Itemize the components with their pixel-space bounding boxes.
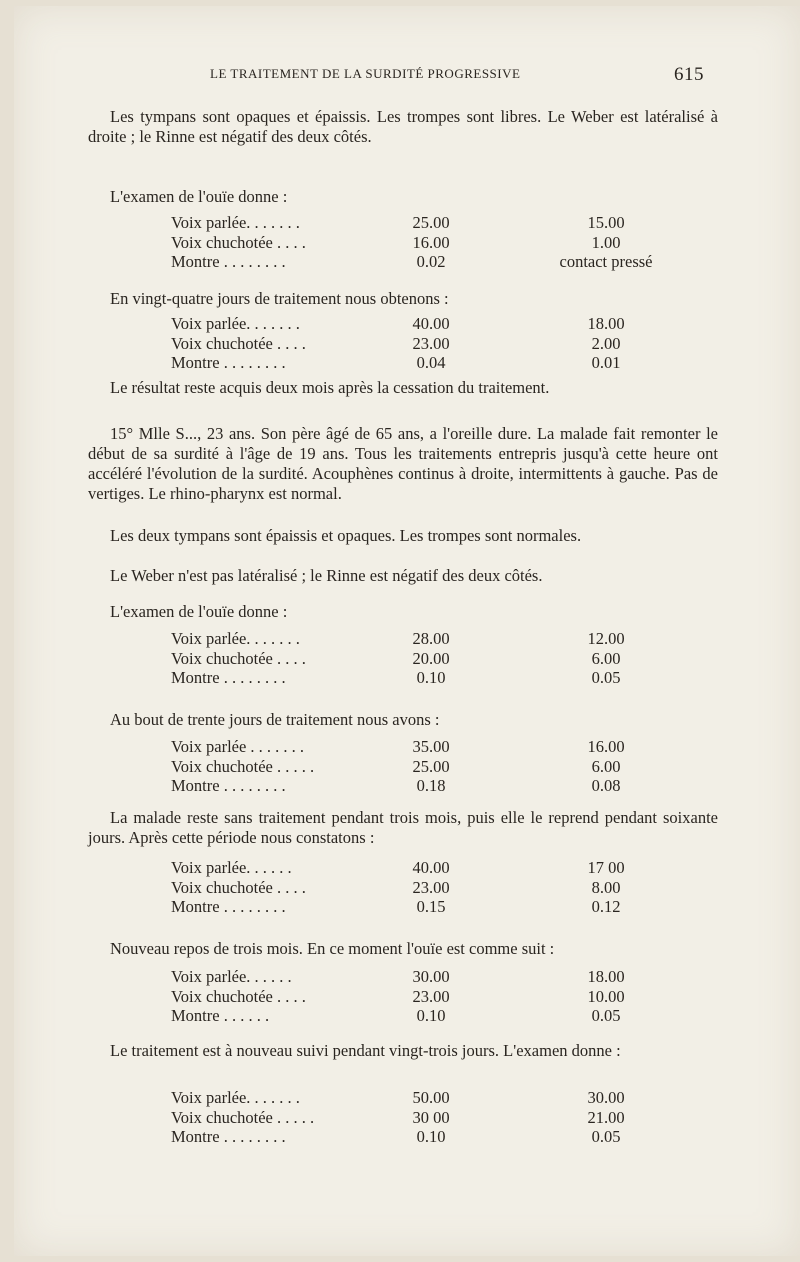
row-label: Voix chuchotée . . . . <box>171 232 306 252</box>
row-label: Voix parlée. . . . . . <box>171 858 292 877</box>
left-ear-value: 18.00 <box>587 967 625 986</box>
right-ear-value: 16.00 <box>412 232 450 252</box>
left-ear-value: 17 00 <box>587 858 625 877</box>
right-ear-value: 20.00 <box>412 648 450 668</box>
left-ear-value: 30.00 <box>587 1088 625 1107</box>
paragraph: L'examen de l'ouïe donne : <box>110 187 288 206</box>
hearing-table <box>171 1088 691 1147</box>
paragraph: Le traitement est à nouveau suivi pendant vingt-trois jours. L'examen donne : <box>110 1041 621 1060</box>
right-ear-value: 40.00 <box>412 314 450 333</box>
page-number: 615 <box>674 64 704 85</box>
table-row <box>171 314 691 334</box>
hearing-table <box>171 314 691 373</box>
row-label: Voix parlée. . . . . . . <box>171 213 300 232</box>
row-label: Voix chuchotée . . . . <box>171 333 306 353</box>
right-ear-value: 35.00 <box>412 737 450 756</box>
right-ear-value: 23.00 <box>412 986 450 1006</box>
left-ear-value: 1.00 <box>591 232 621 252</box>
right-ear-value: 25.00 <box>412 756 450 776</box>
row-label: Montre . . . . . . . . <box>171 897 286 916</box>
right-ear-value: 40.00 <box>412 858 450 877</box>
row-label: Voix chuchotée . . . . <box>171 648 306 668</box>
row-label: Voix parlée . . . . . . . <box>171 737 305 756</box>
table-row <box>171 1108 691 1128</box>
right-ear-value: 0.10 <box>416 1006 446 1025</box>
paragraph: Les deux tympans sont épaissis et opaques. Les trompes sont normales. <box>110 526 582 545</box>
table-row <box>171 649 691 669</box>
left-ear-value: 0.05 <box>591 1006 621 1025</box>
left-ear-value: 21.00 <box>587 1107 625 1127</box>
row-label: Voix chuchotée . . . . . <box>171 1107 315 1127</box>
table-row <box>171 334 691 354</box>
right-ear-value: 0.10 <box>416 668 446 687</box>
row-label: Montre . . . . . . . . <box>171 252 286 271</box>
row-label: Voix chuchotée . . . . <box>171 986 306 1006</box>
left-ear-value: 6.00 <box>591 648 621 668</box>
row-label: Voix parlée. . . . . . . <box>171 1088 300 1107</box>
right-ear-value: 25.00 <box>412 213 450 232</box>
right-ear-value: 30.00 <box>412 967 450 986</box>
right-ear-value: 0.02 <box>416 252 446 271</box>
left-ear-value: 15.00 <box>587 213 625 232</box>
table-row <box>171 858 691 878</box>
paragraph: La malade reste sans traitement pendant trois mois, puis elle le reprend pendant soixante jours. Après cette période nous constatons : <box>88 808 718 847</box>
left-ear-value: 0.08 <box>591 776 621 795</box>
paragraph: L'examen de l'ouïe donne : <box>110 602 288 621</box>
table-row <box>171 1006 691 1026</box>
paragraph: En vingt-quatre jours de traitement nous obtenons : <box>110 289 449 308</box>
right-ear-value: 0.10 <box>416 1127 446 1146</box>
left-ear-value: 10.00 <box>587 986 625 1006</box>
left-ear-value: 0.05 <box>591 668 621 687</box>
row-label: Montre . . . . . . . . <box>171 353 286 372</box>
table-row <box>171 967 691 987</box>
table-row <box>171 233 691 253</box>
row-label: Voix parlée. . . . . . . <box>171 314 300 333</box>
table-row <box>171 776 691 796</box>
table-row <box>171 737 691 757</box>
row-label: Montre . . . . . . <box>171 1006 270 1025</box>
left-ear-value: 2.00 <box>591 333 621 353</box>
row-label: Montre . . . . . . . . <box>171 776 286 795</box>
row-label: Voix chuchotée . . . . . <box>171 756 315 776</box>
hearing-table <box>171 858 691 917</box>
right-ear-value: 0.04 <box>416 353 446 372</box>
paragraph: Le résultat reste acquis deux mois après la cessation du traitement. <box>110 378 550 397</box>
hearing-table <box>171 967 691 1026</box>
right-ear-value: 50.00 <box>412 1088 450 1107</box>
left-ear-value: 0.12 <box>591 897 621 916</box>
left-ear-value: 16.00 <box>587 737 625 756</box>
row-label: Voix parlée. . . . . . . <box>171 629 300 648</box>
paragraph: Les tympans sont opaques et épaissis. Les trompes sont libres. Le Weber est latéralisé à droite ; le Rinne est négatif des deux côtés. <box>88 107 718 146</box>
hearing-table <box>171 629 691 688</box>
table-row <box>171 668 691 688</box>
case-paragraph: 15° Mlle S..., 23 ans. Son père âgé de 65 ans, a l'oreille dure. La malade fait remonter le début de sa surdité à l'âge de 19 ans. Tous les traitements entrepris jusqu'à cette heure ont accéléré l'évolution de la surdité. Acouphènes continus à droite, intermittents à gauche. Pas de vertiges. Le rhino-pharynx est normal. <box>88 424 718 503</box>
table-row <box>171 252 691 272</box>
right-ear-value: 23.00 <box>412 877 450 897</box>
left-ear-value: 18.00 <box>587 314 625 333</box>
running-title: LE TRAITEMENT DE LA SURDITÉ PROGRESSIVE <box>210 66 521 81</box>
paragraph: Nouveau repos de trois mois. En ce moment l'ouïe est comme suit : <box>110 939 555 958</box>
table-row <box>171 629 691 649</box>
table-row <box>171 1127 691 1147</box>
table-row <box>171 1088 691 1108</box>
right-ear-value: 28.00 <box>412 629 450 648</box>
left-ear-value: contact pressé <box>559 252 653 271</box>
table-row <box>171 757 691 777</box>
paragraph: Au bout de trente jours de traitement nous avons : <box>110 710 440 729</box>
right-ear-value: 0.18 <box>416 776 446 795</box>
right-ear-value: 30 00 <box>412 1107 450 1127</box>
left-ear-value: 12.00 <box>587 629 625 648</box>
hearing-table <box>171 737 691 796</box>
row-label: Voix chuchotée . . . . <box>171 877 306 897</box>
left-ear-value: 0.05 <box>591 1127 621 1146</box>
right-ear-value: 0.15 <box>416 897 446 916</box>
left-ear-value: 0.01 <box>591 353 621 372</box>
left-ear-value: 6.00 <box>591 756 621 776</box>
paragraph: Le Weber n'est pas latéralisé ; le Rinne est négatif des deux côtés. <box>110 566 543 585</box>
table-row <box>171 897 691 917</box>
row-label: Voix parlée. . . . . . <box>171 967 292 986</box>
row-label: Montre . . . . . . . . <box>171 668 286 687</box>
table-row <box>171 878 691 898</box>
table-row <box>171 987 691 1007</box>
table-row <box>171 213 691 233</box>
table-row <box>171 353 691 373</box>
left-ear-value: 8.00 <box>591 877 621 897</box>
book-page <box>14 6 800 1256</box>
right-ear-value: 23.00 <box>412 333 450 353</box>
hearing-table <box>171 213 691 272</box>
row-label: Montre . . . . . . . . <box>171 1127 286 1146</box>
